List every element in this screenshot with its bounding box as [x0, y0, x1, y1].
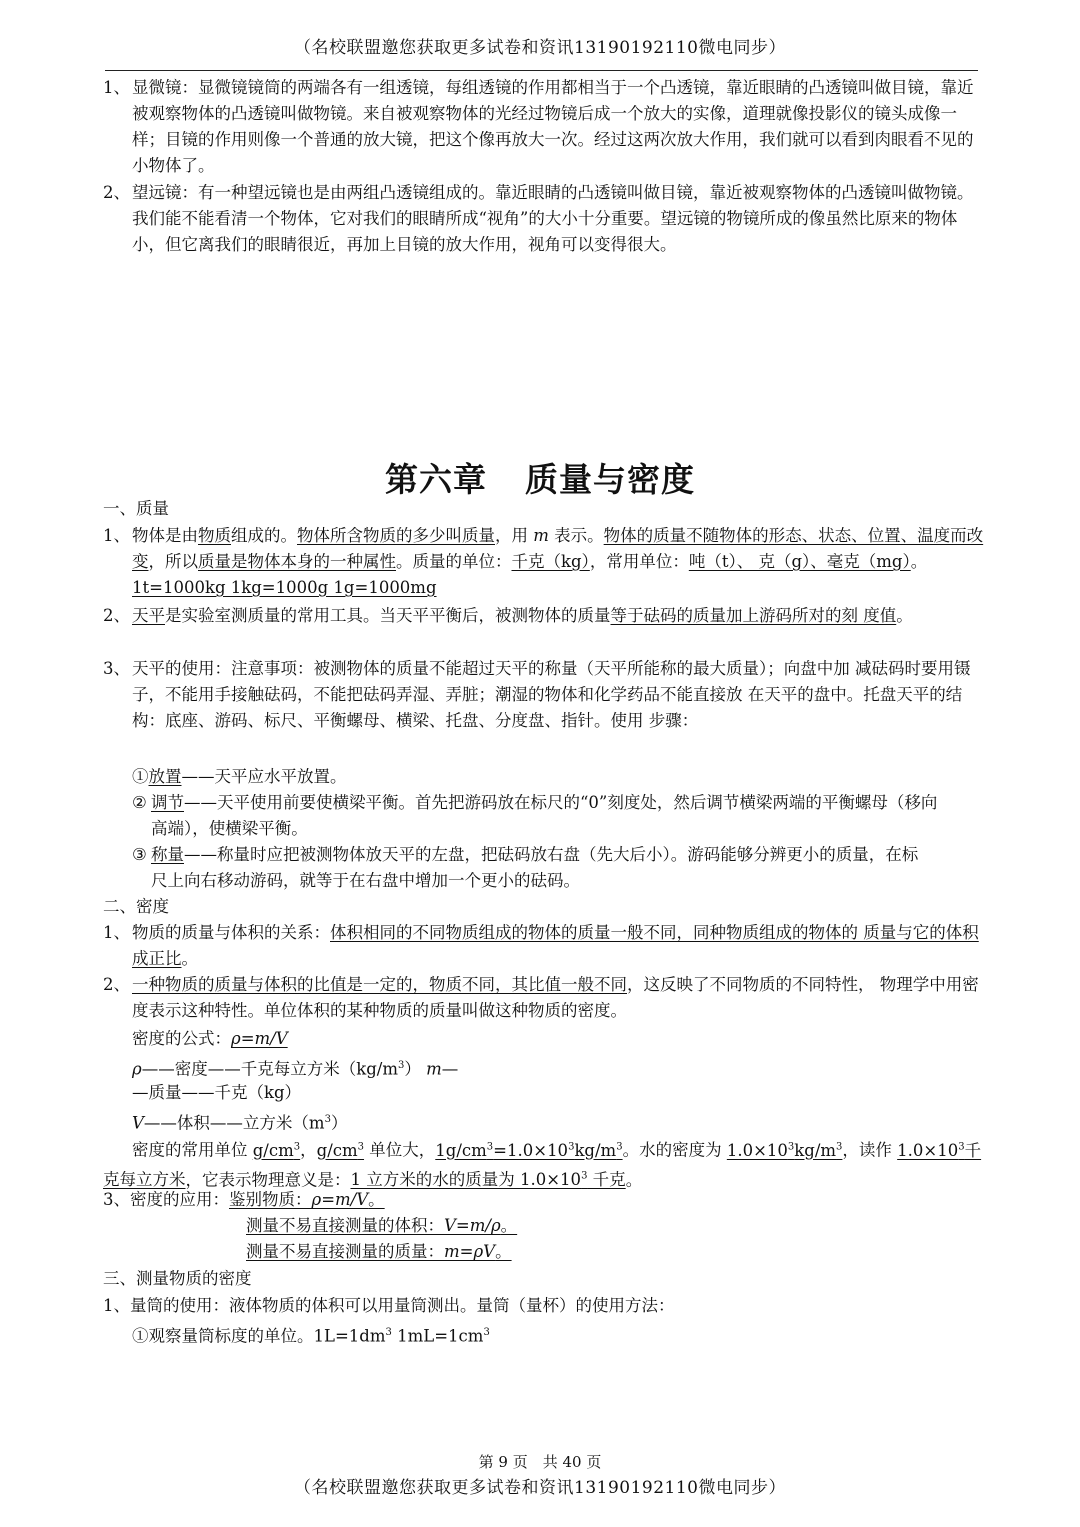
item-text: 天平是实验室测质量的常用工具。当天平平衡后，被测物体的质量等于砝码的质量加上游码所对的刻 度值。 [132, 606, 913, 625]
section-heading-mass: 一、质量 [103, 499, 169, 518]
list-item-balance-usage: 3、 天平的使用：注意事项：被测物体的质量不能超过天平的称量（天平所能称的最大质量）；向盘中加 减砝码时要用镊子，不能用手接触砝码，不能把砝码弄湿、弄脏；潮湿的物体和化学药品不能直接放 在天平的盘中。托盘天平的结构：底座、游码、标尺、平衡螺母、横梁、托盘、分度盘、指针。使用 步骤： [103, 656, 988, 734]
section-heading-measure-density: 三、测量物质的密度 [103, 1269, 252, 1288]
list-item-mass-definition: 1、 物体是由物质组成的。物体所含物质的多少叫质量，用 m 表示。物体的质量不随物体的形态、状态、位置、温度而改变，所以质量是物体本身的一种属性。质量的单位：千克（kg），常用单位：吨（t）、 克（g）、毫克（mg）。1t=1000kg 1kg=1000g 1g=1000mg [103, 523, 988, 601]
list-item-mass-volume-relation: 1、 物质的质量与体积的关系：体积相同的不同物质组成的物体的质量一般不同，同种物质组成的物体的 质量与它的体积成正比。 [103, 920, 988, 972]
chapter-title: 第六章 质量与密度 [385, 460, 695, 499]
list-item-balance: 2、 天平是实验室测质量的常用工具。当天平平衡后，被测物体的质量等于砝码的质量加上游码所对的刻 度值。 [103, 603, 988, 629]
section-heading-density: 二、密度 [103, 897, 169, 916]
page-header-banner: （名校联盟邀您获取更多试卷和资讯13190192110微电同步） [294, 38, 786, 58]
step-adjustment: ② 调节——天平使用前要使横梁平衡。首先把游码放在标尺的“0”刻度处，然后调节横梁两端的平衡螺母（移向高端），使横梁平衡。 [132, 793, 938, 838]
list-item-density-definition: 2、 一种物质的质量与体积的比值是一定的，物质不同，其比值一般不同，这反映了不同物质的不同特性， 物理学中用密度表示这种特性。单位体积的某种物质的质量叫做这种物质的密度。 [103, 972, 988, 1024]
item-text: 物体是由物质组成的。物体所含物质的多少叫质量，用 m 表示。物体的质量不随物体的形态、状态、位置、温度而改变，所以质量是物体本身的一种属性。质量的单位：千克（kg），常用单位：吨（t）、 克（g）、毫克（mg）。1t=1000kg 1kg=1000g 1g=1000mg [132, 526, 984, 597]
item-number: 1、 [103, 78, 130, 97]
item-number: 2、 [103, 183, 130, 202]
list-item-density-application: 3、密度的应用：鉴别物质：ρ=m/V。 [103, 1190, 385, 1209]
item-text: 天平的使用：注意事项：被测物体的质量不能超过天平的称量（天平所能称的最大质量）；向盘中加 减砝码时要用镊子，不能用手接触砝码，不能把砝码弄湿、弄脏；潮湿的物体和化学药品不能直接放 在天平的盘中。托盘天平的结构：底座、游码、标尺、平衡螺母、横梁、托盘、分度盘、指针。使用 步骤： [132, 659, 971, 730]
application-measure-mass: 测量不易直接测量的质量：m=ρV。 [246, 1242, 512, 1261]
page-footer-banner: （名校联盟邀您获取更多试卷和资讯13190192110微电同步） [294, 1478, 786, 1498]
density-formula: 密度的公式：ρ=m/V [132, 1029, 288, 1048]
list-item-graduated-cylinder: 1、量筒的使用：液体物质的体积可以用量筒测出。量筒（量杯）的使用方法： [103, 1296, 675, 1315]
symbol-volume-definition: V——体积——立方米$(m^3)$ [132, 1113, 348, 1133]
symbol-mass-definition: —质量——千克（kg） [132, 1083, 302, 1102]
item-text: 显微镜：显微镜镜筒的两端各有一组透镜，每组透镜的作用都相当于一个凸透镜，靠近眼睛的凸透镜叫做目镜，靠近被观察物体的凸透镜叫做物镜。来自被观察物体的光经过物镜后成一个放大的实像，道理就像投影仪的镜头成像一样；目镜的作用则像一个普通的放大镜，把这个像再放大一次。经过这两次放大作用，我们就可以看到肉眼看不见的小物体了。 [132, 78, 974, 175]
list-item-microscope [103, 75, 988, 179]
step-observe-unit: ①观察量筒标度的单位。$1L=1dm^3$ $1mL=1cm^3$ [132, 1326, 490, 1346]
list-item-telescope [103, 180, 988, 258]
application-measure-volume: 测量不易直接测量的体积：V=m/ρ。 [246, 1216, 518, 1235]
item-text: 望远镜：有一种望远镜也是由两组凸透镜组成的。靠近眼睛的凸透镜叫做目镜，靠近被观察物体的凸透镜叫做物镜。我们能不能看清一个物体，它对我们的眼睛所成“视角”的大小十分重要。望远镜的物镜所成的像虽然比原来的物体小，但它离我们的眼睛很近，再加上目镜的放大作用，视角可以变得很大。 [132, 183, 974, 254]
page-number: 第 9 页 共 40 页 [478, 1453, 602, 1471]
step-weighing: ③ 称量——称量时应把被测物体放天平的左盘，把砝码放右盘（先大后小）。游码能够分辨更小的质量，在标尺上向右移动游码，就等于在右盘中增加一个更小的砝码。 [132, 845, 919, 890]
item-text: 物质的质量与体积的关系：体积相同的不同物质组成的物体的质量一般不同，同种物质组成的物体的 质量与它的体积成正比。 [132, 923, 979, 968]
item-text: 一种物质的质量与体积的比值是一定的，物质不同，其比值一般不同，这反映了不同物质的不同特性， 物理学中用密度表示这种特性。单位体积的某种物质的质量叫做这种物质的密度。 [132, 975, 979, 1020]
density-units-paragraph: 密度的常用单位 $g/cm^3$，$g/cm^3$ 单位大，$1g/cm^3=1.0\times 10^3kg/m^3$。水的密度为 $1.0\times 10^3kg/m^3$，读作 $1.0\times 10^3$千克每立方米，它表示物理意义是：1 立方米的水的质量为 $1.0\times 10^3$ 千克。 [103, 1140, 982, 1189]
step-placement: ①放置——天平应水平放置。 [132, 767, 347, 786]
header-divider [105, 70, 978, 71]
symbol-rho-definition: ρ——密度——千克每立方米$(kg/m^3)$ m— [132, 1059, 459, 1079]
